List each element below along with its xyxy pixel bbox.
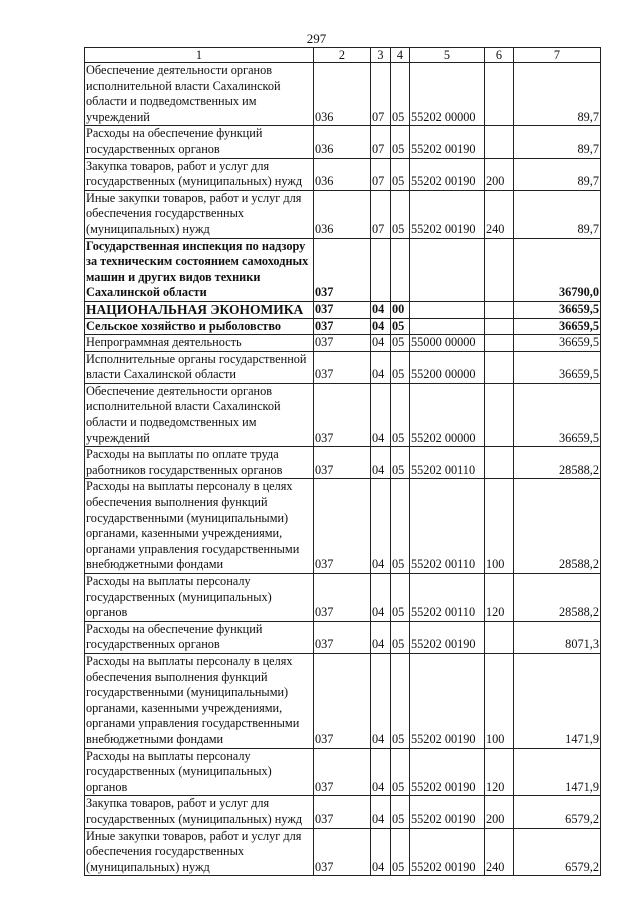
cell-amount: 89,7 [514,126,601,158]
cell-amount: 1471,9 [514,748,601,796]
cell-section [371,238,391,301]
header-col-3: 3 [371,48,391,63]
cell-expense-type: 120 [485,574,514,622]
cell-name: Непрограммная деятельность [85,335,314,352]
header-col-4: 4 [391,48,410,63]
cell-name: Обеспечение деятельности органов исполнительной власти Сахалинской области и подведомственных им учреждений [85,63,314,126]
budget-table [84,47,601,876]
cell-section: 04 [371,479,391,574]
cell-amount: 89,7 [514,190,601,238]
cell-target-article: 55202 00000 [410,63,485,126]
cell-target-article: 55202 00190 [410,828,485,876]
cell-name: Расходы на обеспечение функций государственных органов [85,126,314,158]
cell-target-article [410,318,485,335]
cell-subsection: 05 [391,621,410,653]
cell-target-article [410,238,485,301]
cell-subsection: 05 [391,126,410,158]
cell-ministry-code: 037 [314,621,371,653]
cell-ministry-code: 037 [314,301,371,318]
cell-name: Расходы на выплаты персоналу государственных (муниципальных) органов [85,748,314,796]
cell-expense-type: 200 [485,796,514,828]
cell-target-article: 55202 00190 [410,796,485,828]
cell-amount: 8071,3 [514,621,601,653]
table-row [85,828,601,876]
table-row [85,621,601,653]
cell-subsection: 05 [391,447,410,479]
table-row [85,447,601,479]
cell-ministry-code: 037 [314,653,371,748]
table-row [85,796,601,828]
cell-target-article: 55202 00000 [410,383,485,446]
cell-target-article: 55202 00110 [410,574,485,622]
cell-ministry-code: 037 [314,796,371,828]
cell-expense-type: 100 [485,653,514,748]
cell-name: Исполнительные органы государственной власти Сахалинской области [85,351,314,383]
cell-target-article: 55200 00000 [410,351,485,383]
header-col-1: 1 [85,48,314,63]
cell-subsection: 05 [391,335,410,352]
cell-ministry-code: 037 [314,447,371,479]
cell-ministry-code: 037 [314,748,371,796]
cell-subsection: 05 [391,190,410,238]
cell-expense-type [485,63,514,126]
cell-section: 04 [371,748,391,796]
table-row [85,318,601,335]
cell-target-article [410,301,485,318]
cell-amount: 1471,9 [514,653,601,748]
cell-subsection: 05 [391,318,410,335]
cell-section: 04 [371,447,391,479]
cell-section: 04 [371,621,391,653]
cell-expense-type: 100 [485,479,514,574]
cell-amount: 36659,5 [514,383,601,446]
cell-expense-type [485,383,514,446]
table-header-row [85,48,601,63]
cell-section: 07 [371,63,391,126]
cell-section: 04 [371,653,391,748]
table-row [85,479,601,574]
cell-ministry-code: 037 [314,828,371,876]
cell-subsection: 05 [391,383,410,446]
cell-ministry-code: 037 [314,238,371,301]
cell-expense-type: 240 [485,828,514,876]
cell-expense-type [485,318,514,335]
cell-name: Иные закупки товаров, работ и услуг для обеспечения государственных (муниципальных) нужд [85,190,314,238]
cell-name: Обеспечение деятельности органов исполнительной власти Сахалинской области и подведомственных им учреждений [85,383,314,446]
cell-name: Расходы на обеспечение функций государственных органов [85,621,314,653]
cell-section: 04 [371,574,391,622]
cell-expense-type [485,126,514,158]
cell-amount: 36790,0 [514,238,601,301]
cell-subsection: 05 [391,351,410,383]
cell-subsection: 05 [391,479,410,574]
cell-name: Расходы на выплаты персоналу в целях обеспечения выполнения функций государственными (муниципальными) органами, казенными учреждениями, органами управления государственными внебюджетными фондами [85,479,314,574]
table-row [85,126,601,158]
header-col-2: 2 [314,48,371,63]
cell-name: Закупка товаров, работ и услуг для государственных (муниципальных) нужд [85,796,314,828]
header-col-5: 5 [410,48,485,63]
cell-section: 07 [371,190,391,238]
cell-expense-type [485,238,514,301]
cell-section: 04 [371,301,391,318]
cell-ministry-code: 036 [314,126,371,158]
cell-subsection: 05 [391,653,410,748]
cell-subsection: 05 [391,158,410,190]
cell-expense-type: 120 [485,748,514,796]
cell-ministry-code: 037 [314,574,371,622]
table-row [85,301,601,318]
cell-amount: 36659,5 [514,301,601,318]
cell-name: Государственная инспекция по надзору за техническим состоянием самоходных машин и других видов техники Сахалинской области [85,238,314,301]
header-col-6: 6 [485,48,514,63]
cell-section: 04 [371,318,391,335]
cell-ministry-code: 036 [314,63,371,126]
cell-amount: 36659,5 [514,318,601,335]
cell-name: Расходы на выплаты персоналу в целях обеспечения выполнения функций государственными (муниципальными) органами, казенными учреждениями, органами управления государственными внебюджетными фондами [85,653,314,748]
cell-target-article: 55202 00110 [410,447,485,479]
cell-amount: 28588,2 [514,479,601,574]
cell-subsection [391,238,410,301]
table-row [85,190,601,238]
table-row [85,748,601,796]
cell-amount: 6579,2 [514,796,601,828]
table-row [85,335,601,352]
cell-section: 04 [371,383,391,446]
cell-subsection: 05 [391,63,410,126]
table-row [85,63,601,126]
cell-amount: 28588,2 [514,574,601,622]
cell-section: 07 [371,126,391,158]
cell-target-article: 55202 00110 [410,479,485,574]
cell-target-article: 55202 00190 [410,190,485,238]
cell-subsection: 05 [391,796,410,828]
cell-name: НАЦИОНАЛЬНАЯ ЭКОНОМИКА [85,301,314,318]
page-number: 297 [306,31,327,46]
cell-ministry-code: 037 [314,479,371,574]
cell-section: 07 [371,158,391,190]
cell-name: Расходы на выплаты персоналу государственных (муниципальных) органов [85,574,314,622]
cell-subsection: 00 [391,301,410,318]
cell-target-article: 55000 00000 [410,335,485,352]
cell-amount: 89,7 [514,63,601,126]
cell-expense-type: 200 [485,158,514,190]
budget-table-body [85,48,601,876]
cell-target-article: 55202 00190 [410,748,485,796]
table-row [85,653,601,748]
cell-expense-type: 240 [485,190,514,238]
header-col-7: 7 [514,48,601,63]
table-row [85,383,601,446]
table-row [85,351,601,383]
cell-ministry-code: 036 [314,190,371,238]
cell-section: 04 [371,335,391,352]
cell-subsection: 05 [391,574,410,622]
cell-target-article: 55202 00190 [410,126,485,158]
cell-target-article: 55202 00190 [410,653,485,748]
cell-amount: 28588,2 [514,447,601,479]
table-row [85,574,601,622]
cell-name: Расходы на выплаты по оплате труда работников государственных органов [85,447,314,479]
cell-target-article: 55202 00190 [410,621,485,653]
cell-amount: 89,7 [514,158,601,190]
cell-subsection: 05 [391,748,410,796]
cell-ministry-code: 037 [314,335,371,352]
cell-name: Закупка товаров, работ и услуг для государственных (муниципальных) нужд [85,158,314,190]
cell-expense-type [485,447,514,479]
cell-amount: 36659,5 [514,351,601,383]
cell-ministry-code: 037 [314,318,371,335]
cell-expense-type [485,335,514,352]
cell-ministry-code: 036 [314,158,371,190]
cell-name: Иные закупки товаров, работ и услуг для обеспечения государственных (муниципальных) нужд [85,828,314,876]
cell-section: 04 [371,828,391,876]
cell-name: Сельское хозяйство и рыболовство [85,318,314,335]
cell-target-article: 55202 00190 [410,158,485,190]
cell-section: 04 [371,351,391,383]
cell-ministry-code: 037 [314,383,371,446]
cell-expense-type [485,621,514,653]
cell-expense-type [485,351,514,383]
cell-ministry-code: 037 [314,351,371,383]
cell-amount: 6579,2 [514,828,601,876]
cell-expense-type [485,301,514,318]
cell-amount: 36659,5 [514,335,601,352]
table-row [85,238,601,301]
table-row [85,158,601,190]
cell-subsection: 05 [391,828,410,876]
cell-section: 04 [371,796,391,828]
